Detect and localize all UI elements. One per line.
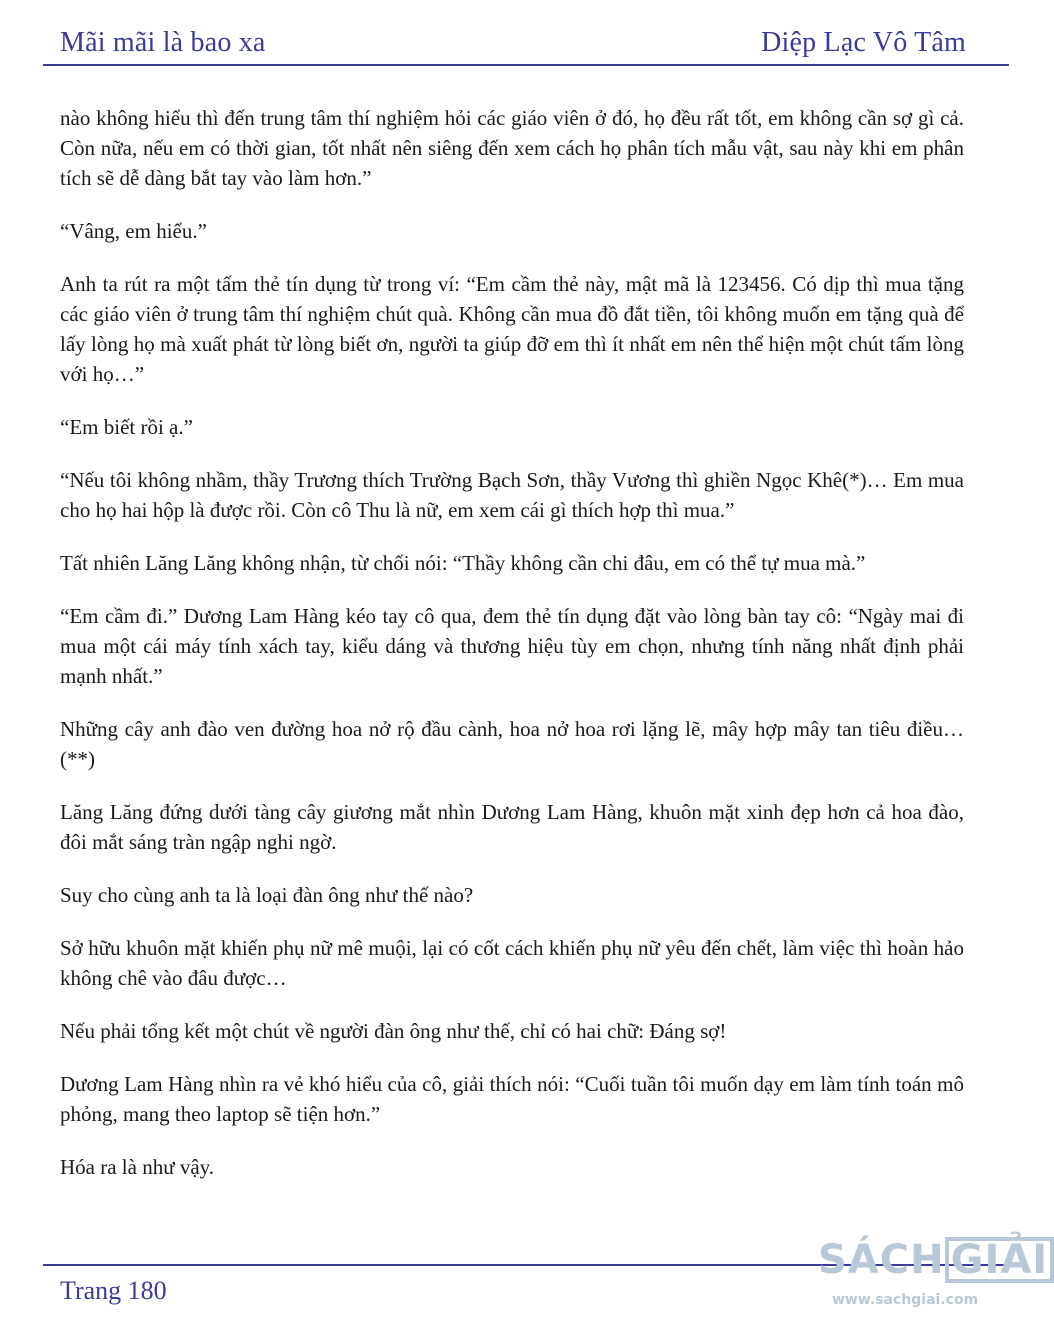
page-number: Trang 180 bbox=[60, 1276, 167, 1305]
paragraph: Những cây anh đào ven đường hoa nở rộ đầu cành, hoa nở hoa rơi lặng lẽ, mây hợp mây tan tiêu điều…(**) bbox=[60, 717, 964, 771]
paragraph: Anh ta rút ra một tấm thẻ tín dụng từ trong ví: “Em cầm thẻ này, mật mã là 123456. Có dịp thì mua tặng các giáo viên ở trung tâm thí nghiệm chút quà. Không cần mua đồ đắt tiền, tôi không muốn em tặng quà để lấy lòng họ mà xuất phát từ lòng biết ơn, người ta giúp đỡ em thì ít nhất em nên thể hiện một chút tấm lòng với họ…” bbox=[60, 272, 964, 386]
watermark-logo-part2: GIẢI bbox=[945, 1237, 1054, 1283]
paragraph: Tất nhiên Lăng Lăng không nhận, từ chối nói: “Thầy không cần chi đâu, em có thể tự mua mà.” bbox=[60, 551, 866, 575]
paragraph: Suy cho cùng anh ta là loại đàn ông như thế nào? bbox=[60, 883, 474, 907]
watermark-logo bbox=[818, 1236, 1049, 1320]
watermark-url: www.sachgiai.com bbox=[832, 1292, 979, 1308]
paragraph: “Em biết rồi ạ.” bbox=[60, 415, 193, 439]
paragraph: “Vâng, em hiểu.” bbox=[60, 219, 207, 243]
paragraph: Dương Lam Hàng nhìn ra vẻ khó hiểu của cô, giải thích nói: “Cuối tuần tôi muốn dạy em làm tính toán mô phỏng, mang theo laptop sẽ tiện hơn.” bbox=[60, 1072, 964, 1126]
paragraph: Sở hữu khuôn mặt khiến phụ nữ mê muội, lại có cốt cách khiến phụ nữ yêu đến chết, làm việc thì hoàn hảo không chê vào đâu được… bbox=[60, 936, 964, 990]
watermark-logo-text bbox=[818, 1236, 1054, 1284]
paragraph: nào không hiểu thì đến trung tâm thí nghiệm hỏi các giáo viên ở đó, họ đều rất tốt, em không cần sợ gì cả. Còn nữa, nếu em có thời gian, tốt nhất nên siêng đến xem cách họ phân tích mẫu vật, sau này khi em phân tích sẽ dễ dàng bắt tay vào làm hơn.” bbox=[60, 106, 964, 190]
paragraph: Hóa ra là như vậy. bbox=[60, 1155, 215, 1179]
paragraph: Lăng Lăng đứng dưới tàng cây giương mắt nhìn Dương Lam Hàng, khuôn mặt xinh đẹp hơn cả hoa đào, đôi mắt sáng tràn ngập nghi ngờ. bbox=[60, 800, 964, 854]
paragraph: “Em cầm đi.” Dương Lam Hàng kéo tay cô qua, đem thẻ tín dụng đặt vào lòng bàn tay cô: “Ngày mai đi mua một cái máy tính xách tay, kiểu dáng và thương hiệu tùy em chọn, nhưng tính năng nhất định phải mạnh nhất.” bbox=[60, 604, 964, 688]
paragraph: Nếu phải tổng kết một chút về người đàn ông như thế, chỉ có hai chữ: Đáng sợ! bbox=[60, 1019, 727, 1043]
header-divider bbox=[43, 64, 1009, 66]
book-title: Mãi mãi là bao xa bbox=[60, 27, 266, 58]
watermark-logo-part1: SÁCH bbox=[818, 1237, 945, 1283]
paragraph: “Nếu tôi không nhầm, thầy Trương thích Trường Bạch Sơn, thầy Vương thì ghiền Ngọc Khê(*)… Em mua cho họ hai hộp là được rồi. Còn cô Thu là nữ, em xem cái gì thích hợp thì mua.” bbox=[60, 468, 964, 522]
body-text bbox=[60, 103, 964, 1205]
author-name: Diệp Lạc Vô Tâm bbox=[761, 27, 966, 58]
